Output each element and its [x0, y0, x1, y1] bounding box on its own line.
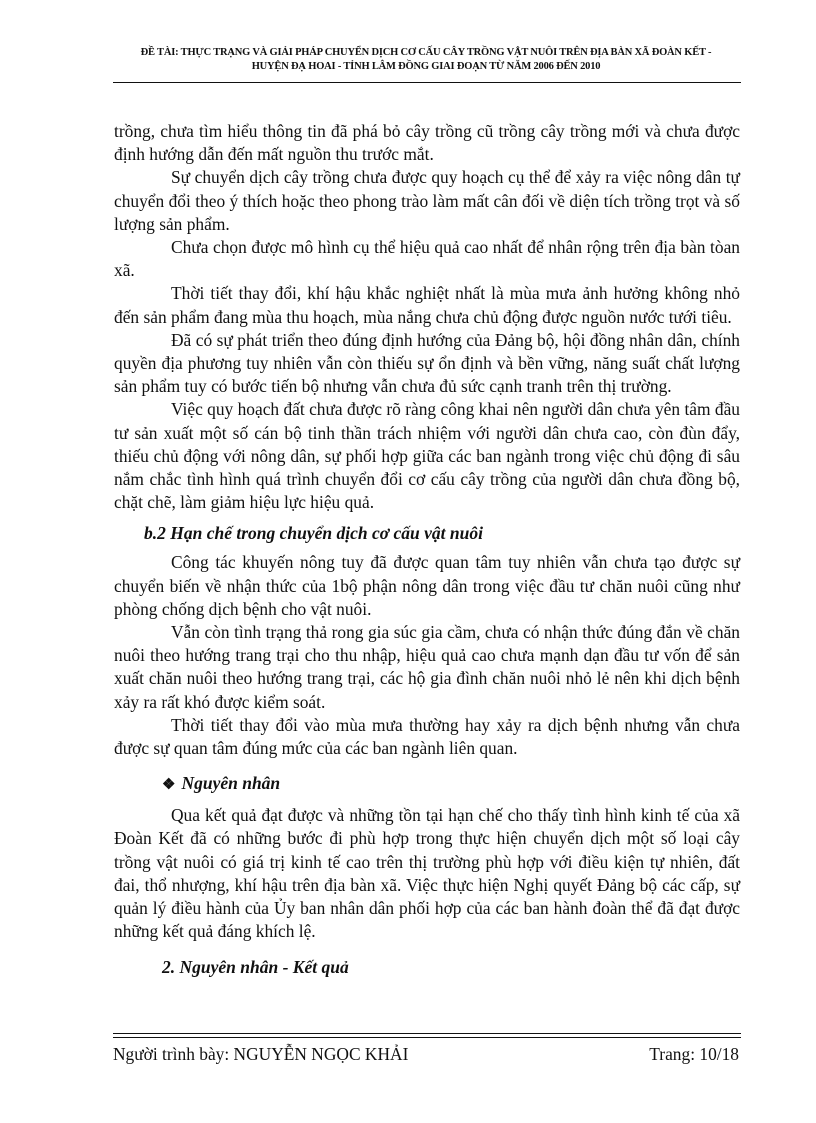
paragraph: Sự chuyển dịch cây trồng chưa được quy hoạch cụ thể để xảy ra việc nông dân tự chuyển đổi theo ý thích hoặc theo phong trào làm mất cân đối về diện tích trồng trọt và số lượng sản phẩm.: [114, 167, 740, 234]
footer-page-number: Trang: 10/18: [649, 1044, 739, 1064]
footer-author: Người trình bày: NGUYỄN NGỌC KHẢI: [113, 1044, 409, 1064]
section-heading-result: 2. Nguyên nhân - Kết quả: [162, 956, 349, 977]
paragraph: Qua kết quả đạt được và những tồn tại hạn chế cho thấy tình hình kinh tế của xã Đoàn Kết đã có những bước đi phù hợp trong thực hiện chuyển dịch một số loại cây trồng vật nuôi có giá trị kinh tế cao trên thị trường phù hợp với điều kiện tự nhiên, đất đai, thổ nhượng, khí hậu trên địa bàn xã. Việc thực hiện Nghị quyết Đảng bộ các cấp, sự quản lý điều hành của Ủy ban nhân dân phối hợp của các ban hành đoàn thể đã đạt được những kết quả đáng khích lệ.: [114, 805, 740, 942]
document-header: [108, 46, 744, 74]
header-title-line-1: ĐỀ TÀI: THỰC TRẠNG VÀ GIẢI PHÁP CHUYỂN DỊCH CƠ CẤU CÂY TRỒNG VẬT NUÔI TRÊN ĐỊA BÀN XÃ ĐOÀN KẾT -: [140, 47, 712, 58]
header-title-line-2: HUYỆN ĐẠ HOAI - TỈNH LÂM ĐỒNG GIAI ĐOẠN TỪ NĂM 2006 ĐẾN 2010: [251, 61, 601, 72]
paragraph: Chưa chọn được mô hình cụ thể hiệu quả cao nhất để nhân rộng trên địa bàn tòan xã.: [114, 237, 740, 281]
footer-rule-top: [113, 1033, 741, 1034]
paragraph: trồng, chưa tìm hiểu thông tin đã phá bỏ cây trồng cũ trồng cây trồng mới và chưa được định hướng dẫn đến mất nguồn thu trước mắt.: [114, 121, 740, 165]
section-heading-reason-label: Nguyên nhân: [181, 773, 281, 794]
paragraph: Thời tiết thay đổi vào mùa mưa thường hay xảy ra dịch bệnh nhưng vẫn chưa được sự quan tâm đúng mức của các ban ngành liên quan.: [114, 714, 740, 759]
footer-rule-bottom: [113, 1037, 741, 1038]
document-body: [114, 120, 740, 979]
section-heading-b2: b.2 Hạn chế trong chuyển dịch cơ cấu vật nuôi: [144, 523, 483, 544]
paragraph: Công tác khuyến nông tuy đã được quan tâm tuy nhiên vẫn chưa tạo được sự chuyển biến về nhận thức của 1bộ phận nông dân trong việc đầu tư chăn nuôi cũng như phòng chống dịch bệnh cho vật nuôi.: [114, 552, 740, 619]
bullet-diamond-icon: ❖: [162, 777, 176, 794]
paragraph: Vẫn còn tình trạng thả rong gia súc gia cầm, chưa có nhận thức đúng đắn về chăn nuôi theo hướng trang trại cho thu nhập, hiệu quả cao chưa mạnh dạn đầu tư vốn để sản xuất chăn nuôi theo hướng trang trại, các hộ gia đình chăn nuôi nhỏ lẻ nên khi dịch bệnh xảy ra rất khó được kiểm soát.: [114, 622, 740, 712]
header-rule: [113, 82, 741, 83]
paragraph: Thời tiết thay đổi, khí hậu khắc nghiệt nhất là mùa mưa ảnh hưởng không nhỏ đến sản phẩm đang mùa thu hoạch, mùa nắng chưa chủ động được nguồn nước tưới tiêu.: [114, 283, 740, 327]
paragraph: Đã có sự phát triển theo đúng định hướng của Đảng bộ, hội đồng nhân dân, chính quyền địa phương tuy nhiên vẫn còn thiếu sự ổn định và bền vững, năng suất chất lượng sản phẩm tuy có bước tiến bộ nhưng vẫn chưa đủ sức cạnh tranh trên thị trường.: [114, 329, 740, 397]
section-heading-reason: [114, 772, 740, 797]
paragraph: Việc quy hoạch đất chưa được rõ ràng công khai nên người dân chưa yên tâm đầu tư sản xuất một số cán bộ tinh thần trách nhiệm với người dân chưa cao, còn đùn đẩy, thiếu chủ động với nông dân, sự phối hợp giữa các ban ngành trong việc chủ động đi sâu nắm chắc tình hình quá trình chuyển đổi cơ cấu cây trồng của người dân chưa đồng bộ, chặt chẽ, làm giảm hiệu lực hiệu quả.: [114, 399, 740, 513]
